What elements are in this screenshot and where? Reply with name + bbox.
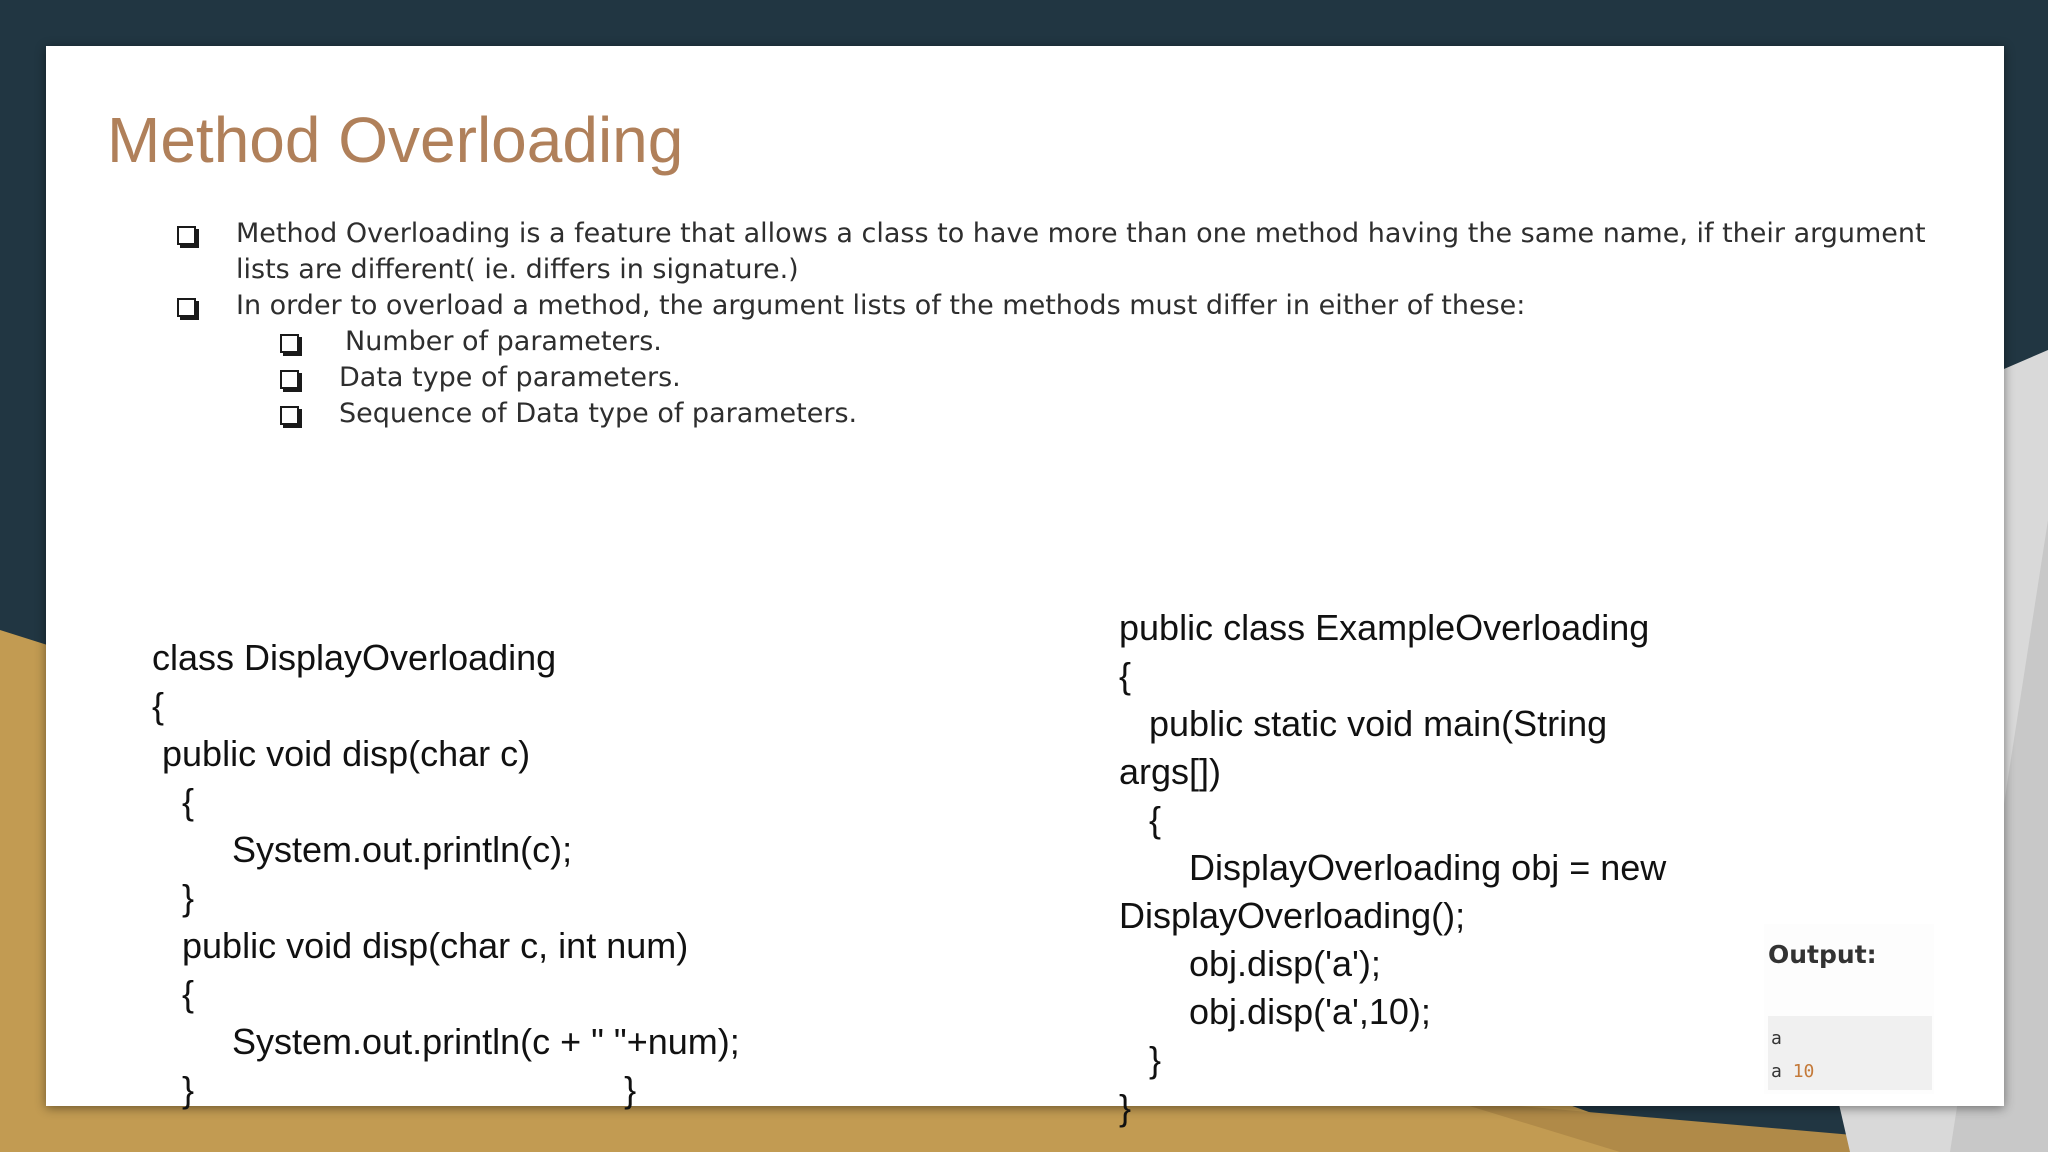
output-line: a: [1771, 1028, 1782, 1049]
slide: [46, 46, 2004, 1128]
sub-bullet-item: [280, 396, 857, 432]
bullet-item: [177, 288, 1525, 324]
sub-bullet-item: [280, 324, 662, 360]
checkbox-bullet-icon: [280, 334, 299, 353]
slide-title: Method Overloading: [107, 104, 684, 176]
sub-bullet-text: Sequence of Data type of parameters.: [339, 398, 858, 429]
output-line: [1771, 1061, 1814, 1082]
output-panel: [1764, 924, 1934, 1094]
output-label: Output:: [1768, 940, 1877, 969]
bullet-text: Method Overloading is a feature that allows a class to have more than one method having the same name, if their argument lists are different( ie. differs in signature.): [236, 218, 1935, 285]
checkbox-bullet-icon: [280, 406, 299, 425]
checkbox-bullet-icon: [177, 226, 196, 245]
bullet-item: [177, 216, 1937, 288]
sub-bullet-text: Data type of parameters.: [339, 362, 681, 393]
bullet-text: In order to overload a method, the argument lists of the methods must differ in either of these:: [236, 290, 1526, 321]
sub-bullet-text: Number of parameters.: [345, 326, 662, 357]
output-number: 10: [1792, 1061, 1815, 1082]
display-overloading-code: class DisplayOverloading { public void disp(char c) { System.out.println(c); } public void disp(char c, int num) { System.out.println(c + " "+num); } }: [152, 637, 740, 1110]
output-console: [1768, 1016, 1932, 1090]
checkbox-bullet-icon: [177, 298, 196, 317]
sub-bullet-item: [280, 360, 681, 396]
output-char: a: [1771, 1061, 1782, 1082]
checkbox-bullet-icon: [280, 370, 299, 389]
example-overloading-code: public class ExampleOverloading { public static void main(String args[]) { DisplayOverloading obj = new DisplayOverloading(); obj.disp('a'); obj.disp('a',10); } }: [1119, 607, 1667, 1128]
